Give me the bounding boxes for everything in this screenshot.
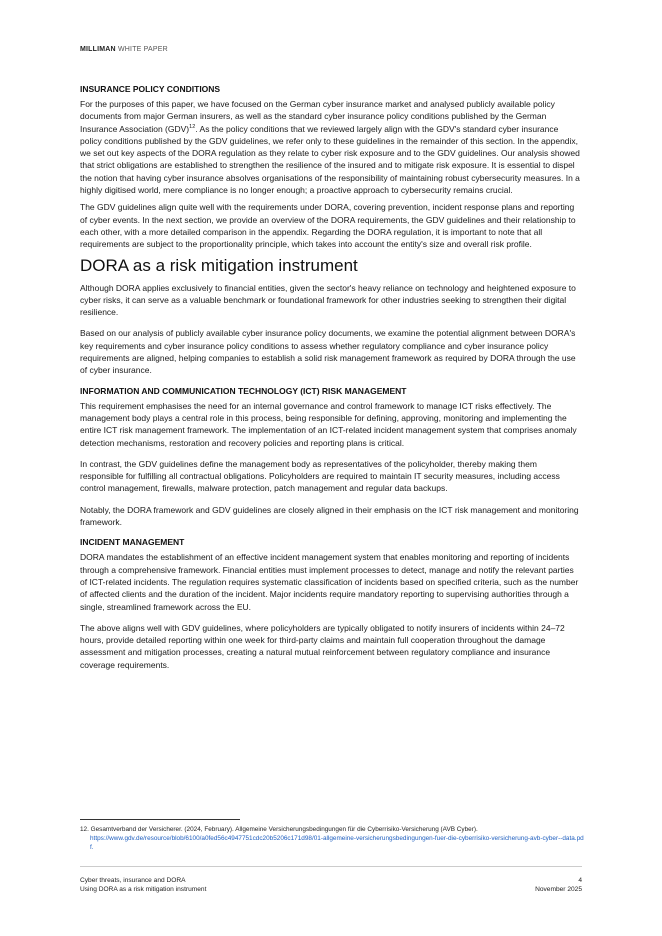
dora-paragraph-1: Although DORA applies exclusively to financial entities, given the sector's heavy reliance on technology and heightened exposure to cyber risks, it can serve as a valuable benchmark or foundational framework for other industries seeking to strengthen their digital resilience. xyxy=(80,282,576,318)
ict-paragraph-3: Notably, the DORA framework and GDV guidelines are closely aligned in their emphasis on the ICT risk management and monitoring framework. xyxy=(80,504,579,528)
ict-paragraph-1: This requirement emphasises the need for an internal governance and control framework to manage ICT risks effectively. The management body plays a central role in this process, being responsible for defining, approving, monitoring and implementing the entire ICT risk management framework. The implementation of an ICT-related incident management system that comprises anomaly detection mechanisms, restoration and recovery policies and reporting plans is critical. xyxy=(80,400,577,448)
footnote-ref: 12 xyxy=(189,123,196,130)
footer-line-2: Using DORA as a risk mitigation instrument xyxy=(80,886,207,893)
page-number: 4 xyxy=(578,877,582,884)
main-content xyxy=(80,84,582,680)
ict-heading: INFORMATION AND COMMUNICATION TECHNOLOGY (ICT) RISK MANAGEMENT xyxy=(80,385,407,396)
footnote-divider xyxy=(80,819,240,820)
publication-date: November 2025 xyxy=(535,886,582,893)
incident-heading: INCIDENT MANAGEMENT xyxy=(80,537,185,548)
footer-divider xyxy=(80,866,582,867)
brand-name: MILLIMAN xyxy=(80,46,116,53)
footnote-link[interactable]: https://www.gdv.de/resource/blob/6100/a0fed56c4947751cdc20b5206c171d98/01-allgemeine-versicherungsbedingungen-fuer-die-cyberrisiko-versicherung-avb-cyber--data.pdf. xyxy=(90,834,584,851)
policy-paragraph-1 xyxy=(80,98,582,196)
header-label: WHITE PAPER xyxy=(117,46,168,53)
footer-title xyxy=(80,876,206,894)
footnote-text: 12. Gesamtverband der Versicherer. (2024, February). Allgemeine Versicherungsbedingungen für die Cyberrisiko-Versicherung (AVB Cyber). xyxy=(80,826,478,833)
policy-heading: INSURANCE POLICY CONDITIONS xyxy=(80,84,221,94)
page-header xyxy=(80,46,168,53)
footnote xyxy=(80,826,585,852)
dora-paragraph-2: Based on our analysis of publicly available cyber insurance policy documents, we examine the potential alignment between DORA's key requirements and cyber insurance policy conditions to assess whether regulatory compliance and cyber insurance policy requirements are aligned, helping companies to establish a solid risk management framework as required by DORA through the use of cyber insurance. xyxy=(80,328,576,376)
ict-paragraph-2: In contrast, the GDV guidelines define the management body as representatives of the policyholder, thereby making them responsible for fulfilling all contractual obligations. Policyholders are required to maintain IT security measures, including access control management, firewalls, malware protection, patch management and regular data backups. xyxy=(80,458,560,494)
footer-meta xyxy=(535,876,582,894)
section-title: DORA as a risk mitigation instrument xyxy=(80,255,358,275)
incident-paragraph-1: DORA mandates the establishment of an effective incident management system that enables monitoring and reporting of incidents through a comprehensive framework. Financial entities must implement processes to detect, manage and notify the relevant parties of ICT-related incidents. The regulation requires systematic classification of incidents based on specified criteria, such as the number of affected clients and the duration of the incident. Major incidents require mandatory reporting to supervising authorities through a single, streamlined framework across the EU. xyxy=(80,552,579,612)
footer-line-1: Cyber threats, insurance and DORA xyxy=(80,877,186,884)
policy-paragraph-1-b: . As the policy conditions that we reviewed largely align with the GDV's standard cyber insurance policy conditions published by the GDV guidelines, we refer only to these guidelines in the remainder of this section. In the appendix, we set out key aspects of the DORA regulation as they relate to cyber risk exposure and to the GDV guidelines. Our analysis showed that strict obligations are established to strengthen the resilience of the insured and to mitigate risk exposure. It is essential to dispel the notion that having cyber insurance absolves organisations of the responsibility of maintaining robust cybersecurity measures. In a highly digitised world, mere compliance is no longer enough; a proactive approach to cybersecurity remains crucial. xyxy=(80,123,580,196)
incident-paragraph-2: The above aligns well with GDV guidelines, where policyholders are typically obligated to notify insurers of incidents within 24–72 hours, provide detailed reporting within one week for third-party claims and maintain full cooperation throughout the damage assessment and mitigation processes, creating a natural mutual reinforcement between regulatory compliance and insurance coverage requirements. xyxy=(80,622,565,670)
policy-paragraph-2: The GDV guidelines align quite well with the requirements under DORA, covering prevention, incident response plans and reporting of cyber events. In the next section, we provide an overview of the DORA requirements, the GDV guidelines and their relationship to each other, with a more detailed comparison in the appendix. Regarding the DORA regulation, it is important to note that all requirements are subject to the proportionality principle, which takes into account the entity's size and overall risk profile. xyxy=(80,202,576,250)
policy-paragraph-1-a: For the purposes of this paper, we have focused on the German cyber insurance market and analysed publicly available policy documents from major German insurers, as well as the standard cyber insurance policy conditions published by the German Insurance Association (GDV) xyxy=(80,99,555,134)
